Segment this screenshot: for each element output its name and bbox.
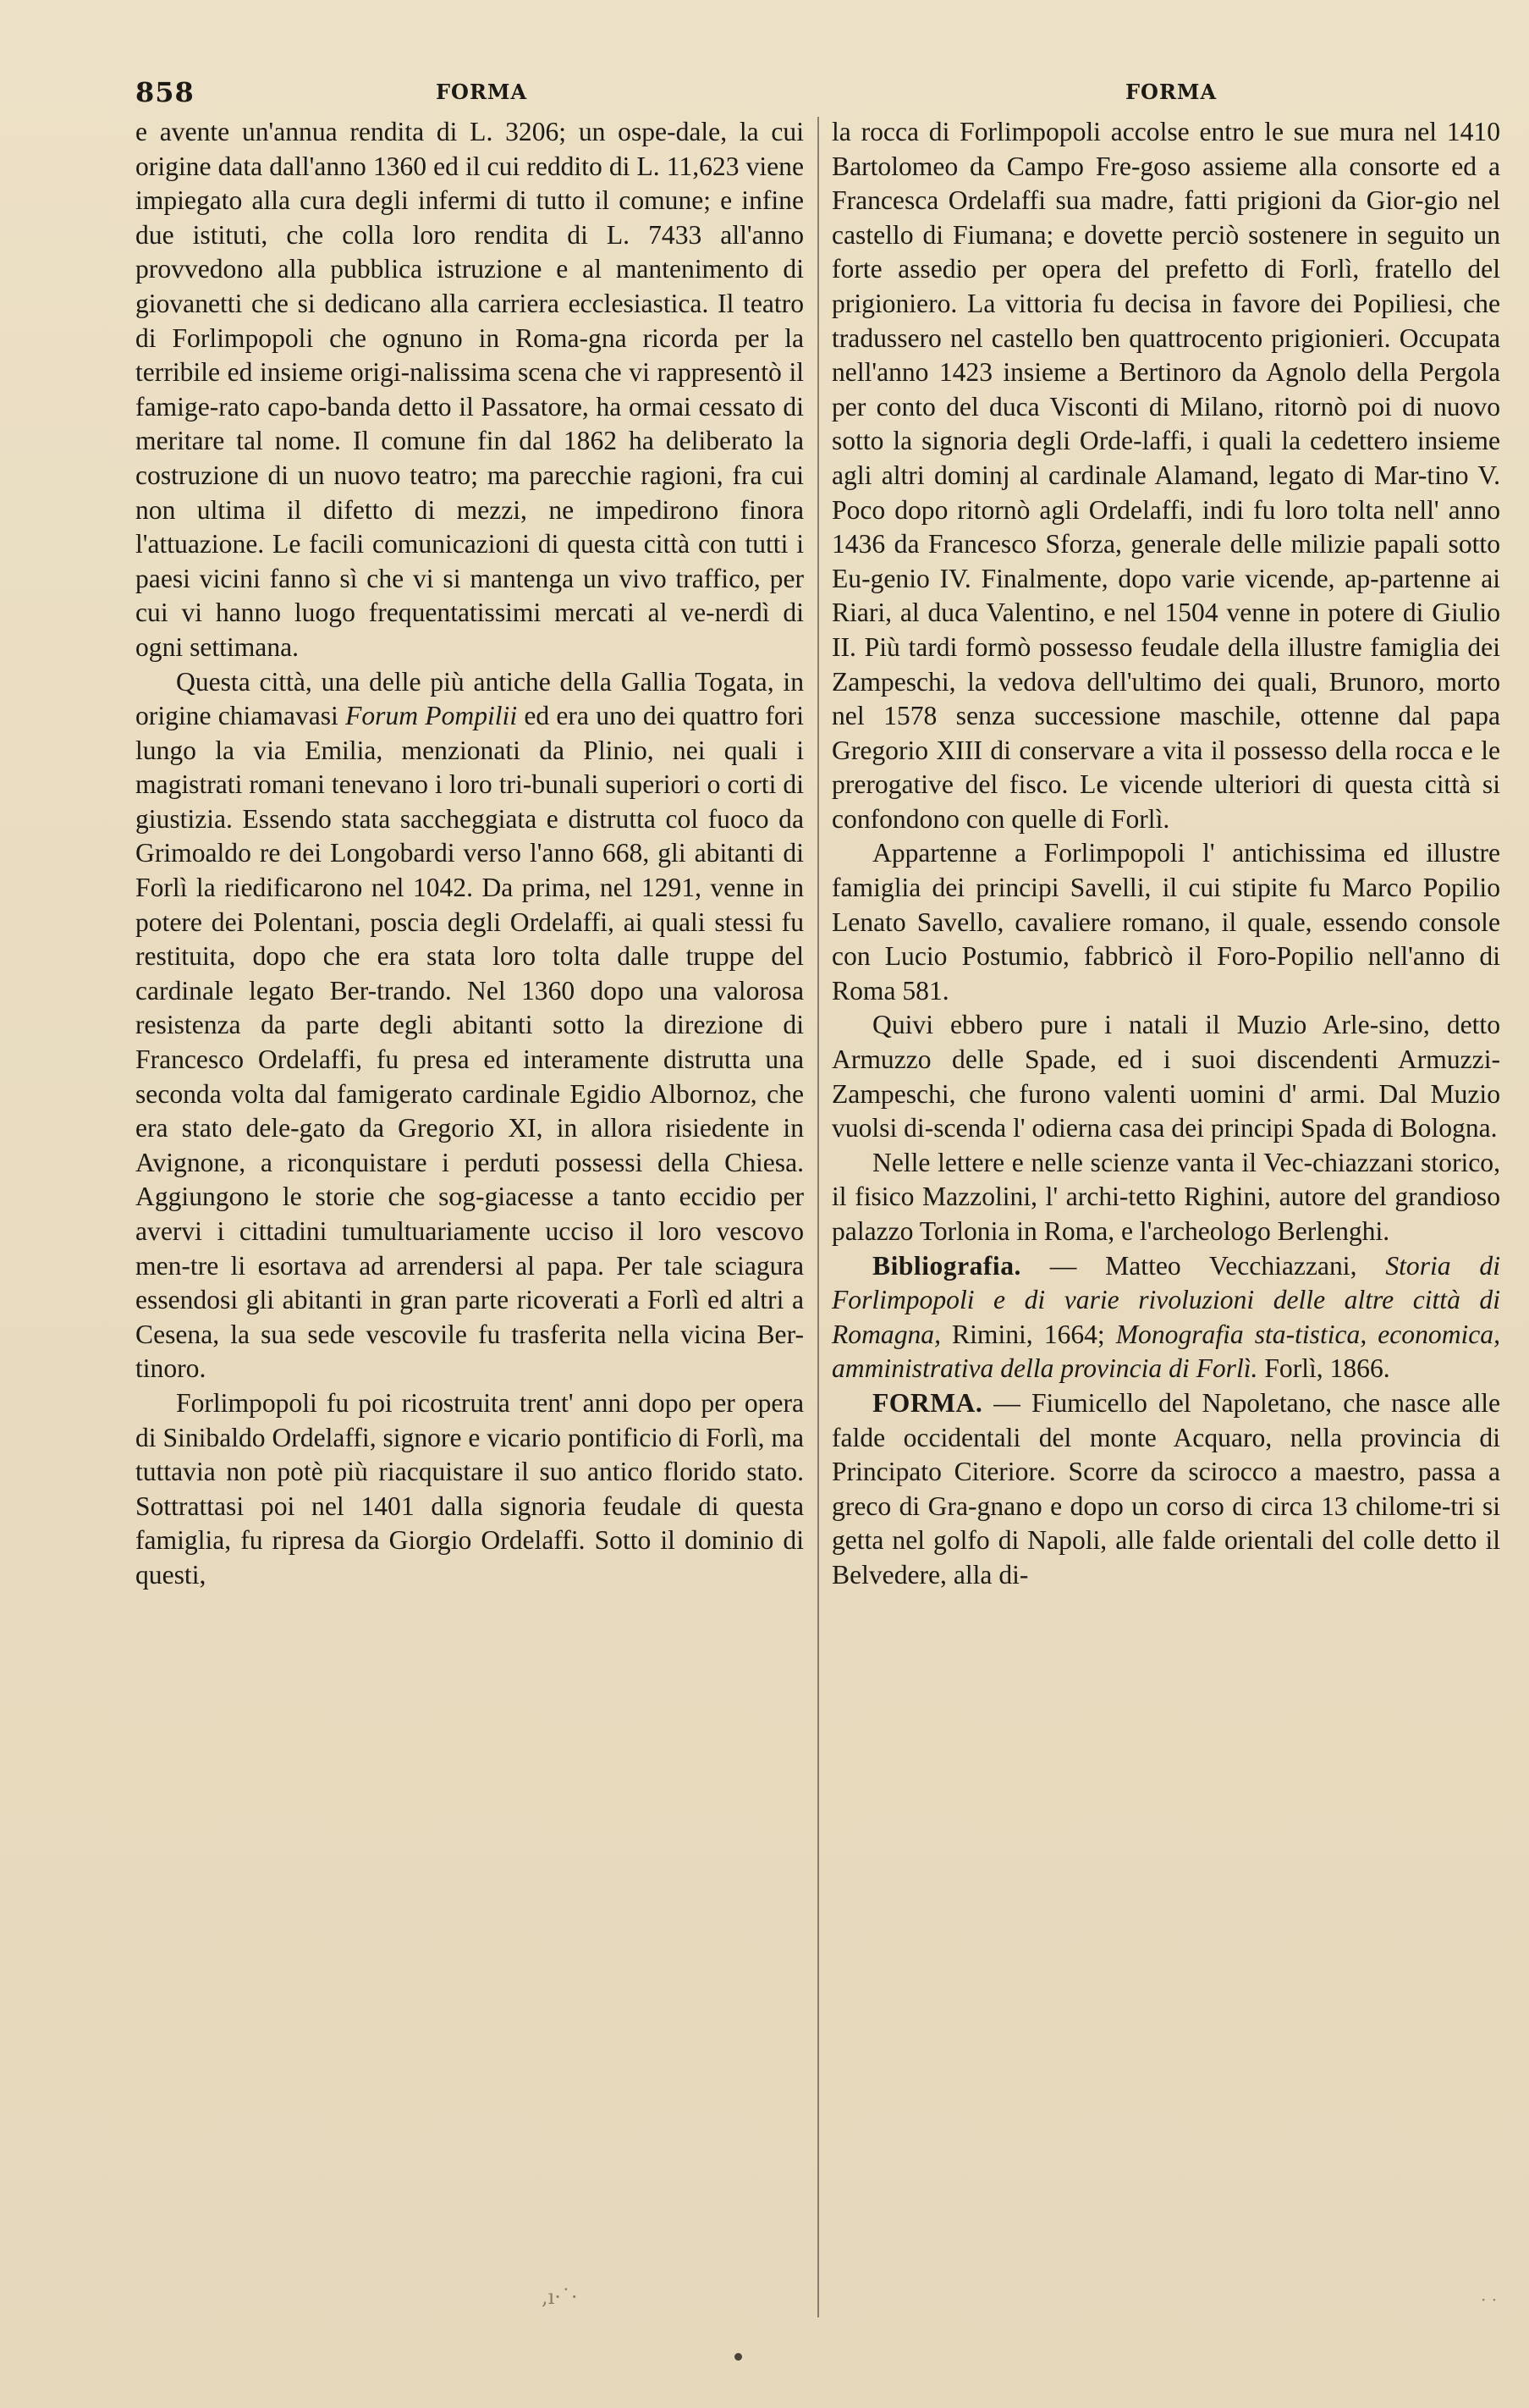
forma-entry-label: FORMA.	[872, 1387, 983, 1418]
forma-entry	[832, 1386, 1500, 1593]
bibliography-paragraph	[832, 1249, 1500, 1386]
forma-entry-text: — Fiumicello del Napoletano, che nasce alle falde occidentali del monte Acquaro, nella provincia di Principato Citeriore. Scorre da scirocco a maestro, passa a greco di Gra-gnano e dopo un corso di circa 13 chilome-tri si getta nel golfo di Napoli, alle falde orientali del colle detto il Belvedere, alla di-	[832, 1387, 1500, 1590]
right-paragraph-3: Quivi ebbero pure i natali il Muzio Arle-sino, detto Armuzzo delle Spade, ed i suoi discendenti Armuzzi-Zampeschi, che furono valenti uomini d' armi. Dal Muzio vuolsi di-scenda l' odierna casa dei principi Spada di Bologna.	[832, 1010, 1500, 1143]
left-paragraph-2-italic: Forum Pompilii	[345, 701, 518, 731]
right-column	[832, 115, 1500, 1593]
column-divider	[817, 117, 819, 2317]
left-paragraph-2-text-b: ed era uno dei quattro fori lungo la via Emilia, menzionati da Plinio, nei quali i magistrati romani tenevano i loro tri-bunali superiori o corti di giustizia. Essendo stata saccheggiata e distrutta col fuoco da Grimoaldo re dei Longobardi verso l'anno 668, gli abitanti di Forlì la riedificarono nel 1042. Da prima, nel 1291, venne in potere dei Polentani, poscia degli Ordelaffi, ai quali stessi fu restituita, dopo che era stata loro tolta dalle truppe del cardinale legato Ber-trando. Nel 1360 dopo una valorosa resistenza da parte degli abitanti sotto la direzione di Francesco Ordelaffi, fu presa ed interamente distrutta una seconda volta dal famigerato cardinale Egidio Albornoz, che era stato dele-gato da Gregorio XI, in allora risiedente in Avignone, a riconquistare i perduti possessi della Chiesa. Aggiungono le storie che sog-giacesse a tanto eccidio per avervi i cittadini tumultuariamente ucciso il loro vescovo men-tre li esortava ad arrendersi al papa. Per tale sciagura essendosi gli abitanti in gran parte ricoverati a Forlì ed altri a Cesena, la sua sede vescovile fu trasferita nella vicina Ber-tinoro.	[135, 701, 804, 1384]
bibliography-text-c: Forlì, 1866.	[1257, 1353, 1390, 1384]
footer-dot	[734, 2353, 742, 2361]
bibliography-text-a: — Matteo Vecchiazzani,	[1020, 1250, 1386, 1281]
footer-right-mark: · ·	[1481, 2290, 1498, 2310]
page-number: 858	[135, 76, 195, 108]
bibliography-title-1: Storia di Forlimpopoli e di varie rivoluzioni delle altre città di Romagna,	[832, 1250, 1500, 1349]
running-head-left: FORMA	[436, 80, 528, 104]
footer-smudge-mark: ,ı·˙·	[542, 2285, 578, 2309]
running-head-right: FORMA	[1125, 80, 1218, 104]
page-header	[0, 76, 1529, 115]
left-paragraph-2	[135, 665, 804, 1386]
left-paragraph-1: e avente un'annua rendita di L. 3206; un ospe-dale, la cui origine data dall'anno 1360 ed il cui reddito di L. 11,623 viene impiegato alla cura degli infermi di tutto il comune; e infine due istituti, che colla loro rendita di L. 7433 all'anno provvedono alla pubblica istruzione e al mantenimento di giovanetti che si dedicano alla carriera ecclesiastica. Il teatro di Forlimpopoli che ognuno in Roma-gna ricorda per la terribile ed insieme origi-nalissima scena che vi rappresentò il famige-rato capo-banda detto il Passatore, ha ormai cessato di meritare tal nome. Il comune fin dal 1862 ha deliberato la costruzione di un nuovo teatro; ma parecchie ragioni, fra cui non ultima il difetto di mezzi, ne impedirono finora l'attuazione. Le facili comunicazioni di questa città con tutti i paesi vicini fanno sì che vi si mantenga un vivo traffico, per cui vi hanno luogo frequentatissimi mercati al ve-nerdì di ogni settimana.	[135, 117, 804, 662]
left-paragraph-2-text-a: Questa città, una delle più antiche della Gallia Togata, in origine chiamavasi	[135, 666, 804, 731]
right-paragraph-4: Nelle lettere e nelle scienze vanta il Vec-chiazzani storico, il fisico Mazzolini, l' archi-tetto Righini, autore del grandioso palazzo Torlonia in Roma, e l'archeologo Berlenghi.	[832, 1147, 1500, 1246]
left-column	[135, 115, 804, 1593]
bibliography-label: Bibliografia.	[872, 1250, 1021, 1281]
bibliography-title-2: Monografia sta-tistica, economica, amministrativa della provincia di Forlì.	[832, 1319, 1501, 1384]
right-paragraph-1: la rocca di Forlimpopoli accolse entro le sue mura nel 1410 Bartolomeo da Campo Fre-goso assieme alla consorte ed a Francesca Ordelaffi sua madre, fatti prigioni da Gior-gio nel castello di Fiumana; e dovette perciò sostenere in seguito un forte assedio per opera del prefetto di Forlì, fratello del prigioniero. La vittoria fu decisa in favore dei Popiliesi, che tradussero nel castello ben quattrocento prigionieri. Occupata nell'anno 1423 insieme a Bertinoro da Agnolo della Pergola per conto del duca Visconti di Milano, ritornò poi di nuovo sotto la signoria degli Orde-laffi, i quali la cedettero insieme agli altri dominj al cardinale Alamand, legato di Mar-tino V. Poco dopo ritornò agli Ordelaffi, indi fu loro tolta nell' anno 1436 da Francesco Sforza, generale delle milizie papali sotto Eu-genio IV. Finalmente, dopo varie vicende, ap-partenne ai Riari, al duca Valentino, e nel 1504 venne in potere di Giulio II. Più tardi formò possesso feudale della illustre famiglia dei Zampeschi, la vedova dell'ultimo dei quali, Brunoro, morto nel 1578 senza successione maschile, ottenne dal papa Gregorio XIII di conservare a vita il possesso della rocca e le prerogative del fisco. Le vicende ulteriori di questa città si confondono con quelle di Forlì.	[832, 117, 1500, 834]
right-paragraph-2: Appartenne a Forlimpopoli l' antichissima ed illustre famiglia dei principi Savelli, il cui stipite fu Marco Popilio Lenato Savello, cavaliere romano, il quale, essendo console con Lucio Postumio, fabbricò il Foro-Popilio nell'anno di Roma 581.	[832, 838, 1500, 1006]
left-paragraph-3: Forlimpopoli fu poi ricostruita trent' anni dopo per opera di Sinibaldo Ordelaffi, signore e vicario pontificio di Forlì, ma tuttavia non potè più riacquistare il suo antico florido stato. Sottrattasi poi nel 1401 dalla signoria feudale di questa famiglia, fu ripresa da Giorgio Ordelaffi. Sotto il dominio di questi,	[135, 1387, 804, 1590]
bibliography-text-b: Rimini, 1664;	[941, 1319, 1116, 1349]
